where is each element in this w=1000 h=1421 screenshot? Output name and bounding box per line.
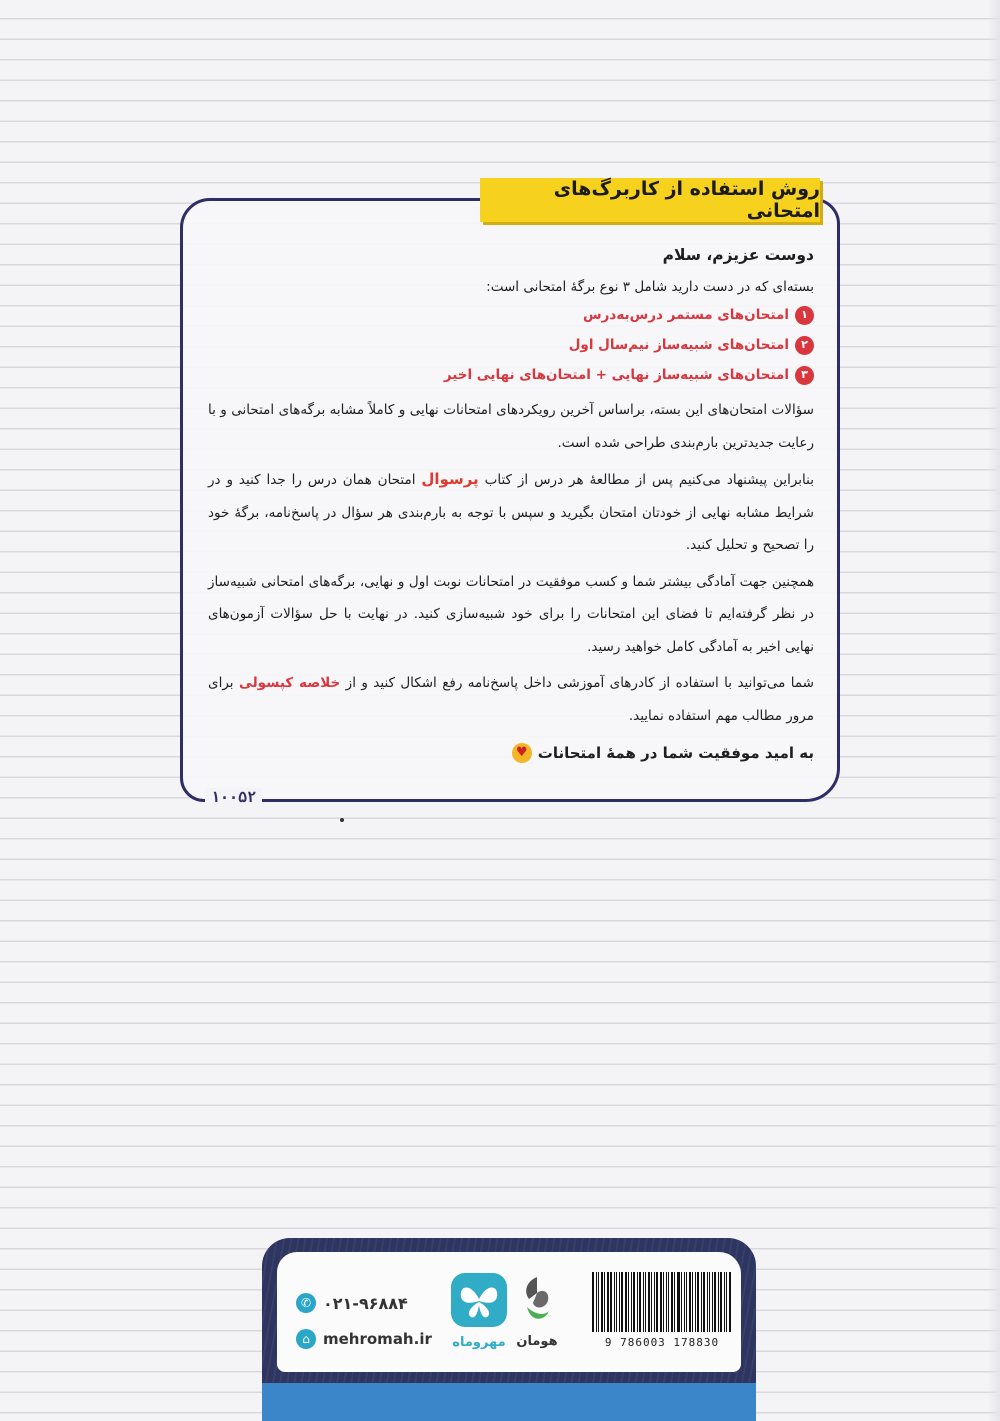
mehromah-logo xyxy=(446,1273,512,1350)
human-mark-icon xyxy=(515,1273,559,1325)
barcode-bar xyxy=(686,1272,687,1332)
paragraph-3: همچنین جهت آمادگی بیشتر شما و کسب موفقیت در امتحانات نوبت اول و نهایی، برگه‌های امتحانی شبیه‌ساز در نظر گرفته‌ایم تا فضای این امتحانات را برای خود شبیه‌سازی کنید. در نهایت با حل سؤالات آزمون‌های نهایی اخیر به آمادگی کامل خواهید رسید. xyxy=(208,573,814,655)
barcode-bar xyxy=(614,1272,615,1332)
barcode-bar xyxy=(654,1272,655,1332)
barcode-bar xyxy=(601,1272,604,1332)
human-logo xyxy=(512,1273,562,1349)
butterfly-icon xyxy=(451,1273,507,1327)
closing-text: به امید موفقیت شما در همهٔ امتحانات xyxy=(537,744,814,762)
paragraph-1: سؤالات امتحان‌های این بسته، براساس آخرین رویکردهای امتحانات نهایی و کاملاً مشابه برگه‌های امتحانی و با رعایت جدیدترین بارم‌بندی طراحی شده است. xyxy=(208,402,814,451)
barcode-bar xyxy=(596,1272,597,1332)
isbn-number: 9 786003 178830 xyxy=(604,1336,720,1349)
barcode-bar xyxy=(616,1272,617,1332)
barcode-bar xyxy=(684,1272,685,1332)
barcode-bar xyxy=(633,1272,635,1332)
home-icon: ⌂ xyxy=(296,1329,316,1349)
barcode-bar xyxy=(645,1272,646,1332)
card-code: ۱۰۰۵۲ xyxy=(205,788,262,806)
phone-number: ۰۲۱-۹۶۸۸۴ xyxy=(323,1293,408,1313)
number-badge: ۳ xyxy=(795,366,814,385)
number-badge: ۱ xyxy=(795,306,814,325)
barcode-bar xyxy=(628,1272,629,1332)
card-content xyxy=(208,243,814,768)
card-title: روش استفاده از کاربرگ‌های امتحانی xyxy=(553,178,820,222)
barcode-bar xyxy=(643,1272,644,1332)
barcode-bar xyxy=(709,1272,710,1332)
barcode-bar xyxy=(674,1272,675,1332)
barcode-bar xyxy=(607,1272,609,1332)
barcode-bar xyxy=(714,1272,716,1332)
phone-icon: ✆ xyxy=(296,1293,316,1313)
barcode-bar xyxy=(707,1272,708,1332)
barcode-bar xyxy=(718,1272,719,1332)
barcode-bar xyxy=(701,1272,702,1332)
phone-row xyxy=(296,1290,436,1316)
barcode-bar xyxy=(592,1272,594,1332)
barcode-bar xyxy=(639,1272,642,1332)
barcode-bar xyxy=(677,1272,680,1332)
barcode-bar xyxy=(631,1272,632,1332)
barcode-bar xyxy=(695,1272,696,1332)
closing-line xyxy=(208,738,814,768)
barcode-bar xyxy=(668,1272,669,1332)
decorative-dot xyxy=(340,818,344,822)
smiley-icon: ♥ xyxy=(512,743,532,763)
list-item-text: امتحان‌های شبیه‌ساز نیم‌سال اول xyxy=(568,337,789,353)
barcode-bar xyxy=(637,1272,638,1332)
list-item-text: امتحان‌های شبیه‌ساز نهایی + امتحان‌های نهایی اخیر xyxy=(443,367,789,383)
publisher-name-1: مهروماه xyxy=(452,1335,506,1350)
greeting: دوست عزیزم، سلام xyxy=(662,246,814,264)
barcode-bar xyxy=(598,1272,599,1332)
barcode-bar xyxy=(619,1272,620,1332)
website-row xyxy=(296,1326,436,1352)
list-item-text: امتحان‌های مستمر درس‌به‌درس xyxy=(583,307,789,323)
barcode-bar xyxy=(703,1272,705,1332)
website-link[interactable]: mehromah.ir xyxy=(323,1330,432,1348)
footer-strip xyxy=(262,1383,756,1421)
barcode xyxy=(592,1272,732,1362)
barcode-bar xyxy=(720,1272,723,1332)
title-tab xyxy=(480,178,820,222)
barcode-bar xyxy=(697,1272,700,1332)
barcode-bar xyxy=(621,1272,624,1332)
barcode-bar xyxy=(604,1272,605,1332)
paragraph-4-end: برای مرور مطالب مهم استفاده نمایید. xyxy=(208,675,814,724)
contact-block xyxy=(296,1290,436,1362)
capsule-summary-highlight: خلاصه کپسولی xyxy=(238,675,341,691)
paragraph-4 xyxy=(208,667,814,732)
barcode-bar xyxy=(648,1272,650,1332)
barcode-bar xyxy=(610,1272,612,1332)
barcode-bar xyxy=(724,1272,725,1332)
page-edge xyxy=(988,0,1000,1421)
paragraph-2-start: بنابراین پیشنهاد می‌کنیم پس از مطالعهٔ هر درس از کتاب xyxy=(478,472,814,488)
paragraph-2-end: امتحان همان درس را جدا کنید و در شرایط مشابه نهایی از خودتان امتحان بگیرید و سپس با توجه به بارم‌بندی هر سؤال در پاسخ‌نامه، برگهٔ خود را تصحیح و تحلیل کنید. xyxy=(208,472,814,553)
list-item xyxy=(208,364,814,386)
barcode-bar xyxy=(726,1272,727,1332)
list-item xyxy=(208,334,814,356)
publisher-name-2: هومان xyxy=(516,1334,558,1349)
barcode-bar xyxy=(671,1272,673,1332)
list-item xyxy=(208,304,814,326)
barcode-bar xyxy=(663,1272,664,1332)
barcode-bar xyxy=(729,1272,731,1332)
barcode-bar xyxy=(656,1272,658,1332)
barcode-bar xyxy=(712,1272,713,1332)
paragraph-2 xyxy=(208,463,814,562)
barcode-bar xyxy=(666,1272,667,1332)
barcode-bar xyxy=(689,1272,691,1332)
barcode-bar xyxy=(681,1272,683,1332)
barcode-bar xyxy=(660,1272,663,1332)
intro-text: بسته‌ای که در دست دارید شامل ۳ نوع برگهٔ امتحانی است: xyxy=(486,279,814,295)
barcode-bars xyxy=(592,1272,732,1332)
barcode-bar xyxy=(625,1272,627,1332)
number-badge: ۲ xyxy=(795,336,814,355)
paragraph-4-start: شما می‌توانید با استفاده از کادرهای آموزشی داخل پاسخ‌نامه رفع اشکال کنید و از xyxy=(340,675,814,691)
barcode-bar xyxy=(651,1272,652,1332)
barcode-bar xyxy=(692,1272,693,1332)
brand-name: پرسوال xyxy=(421,470,479,488)
